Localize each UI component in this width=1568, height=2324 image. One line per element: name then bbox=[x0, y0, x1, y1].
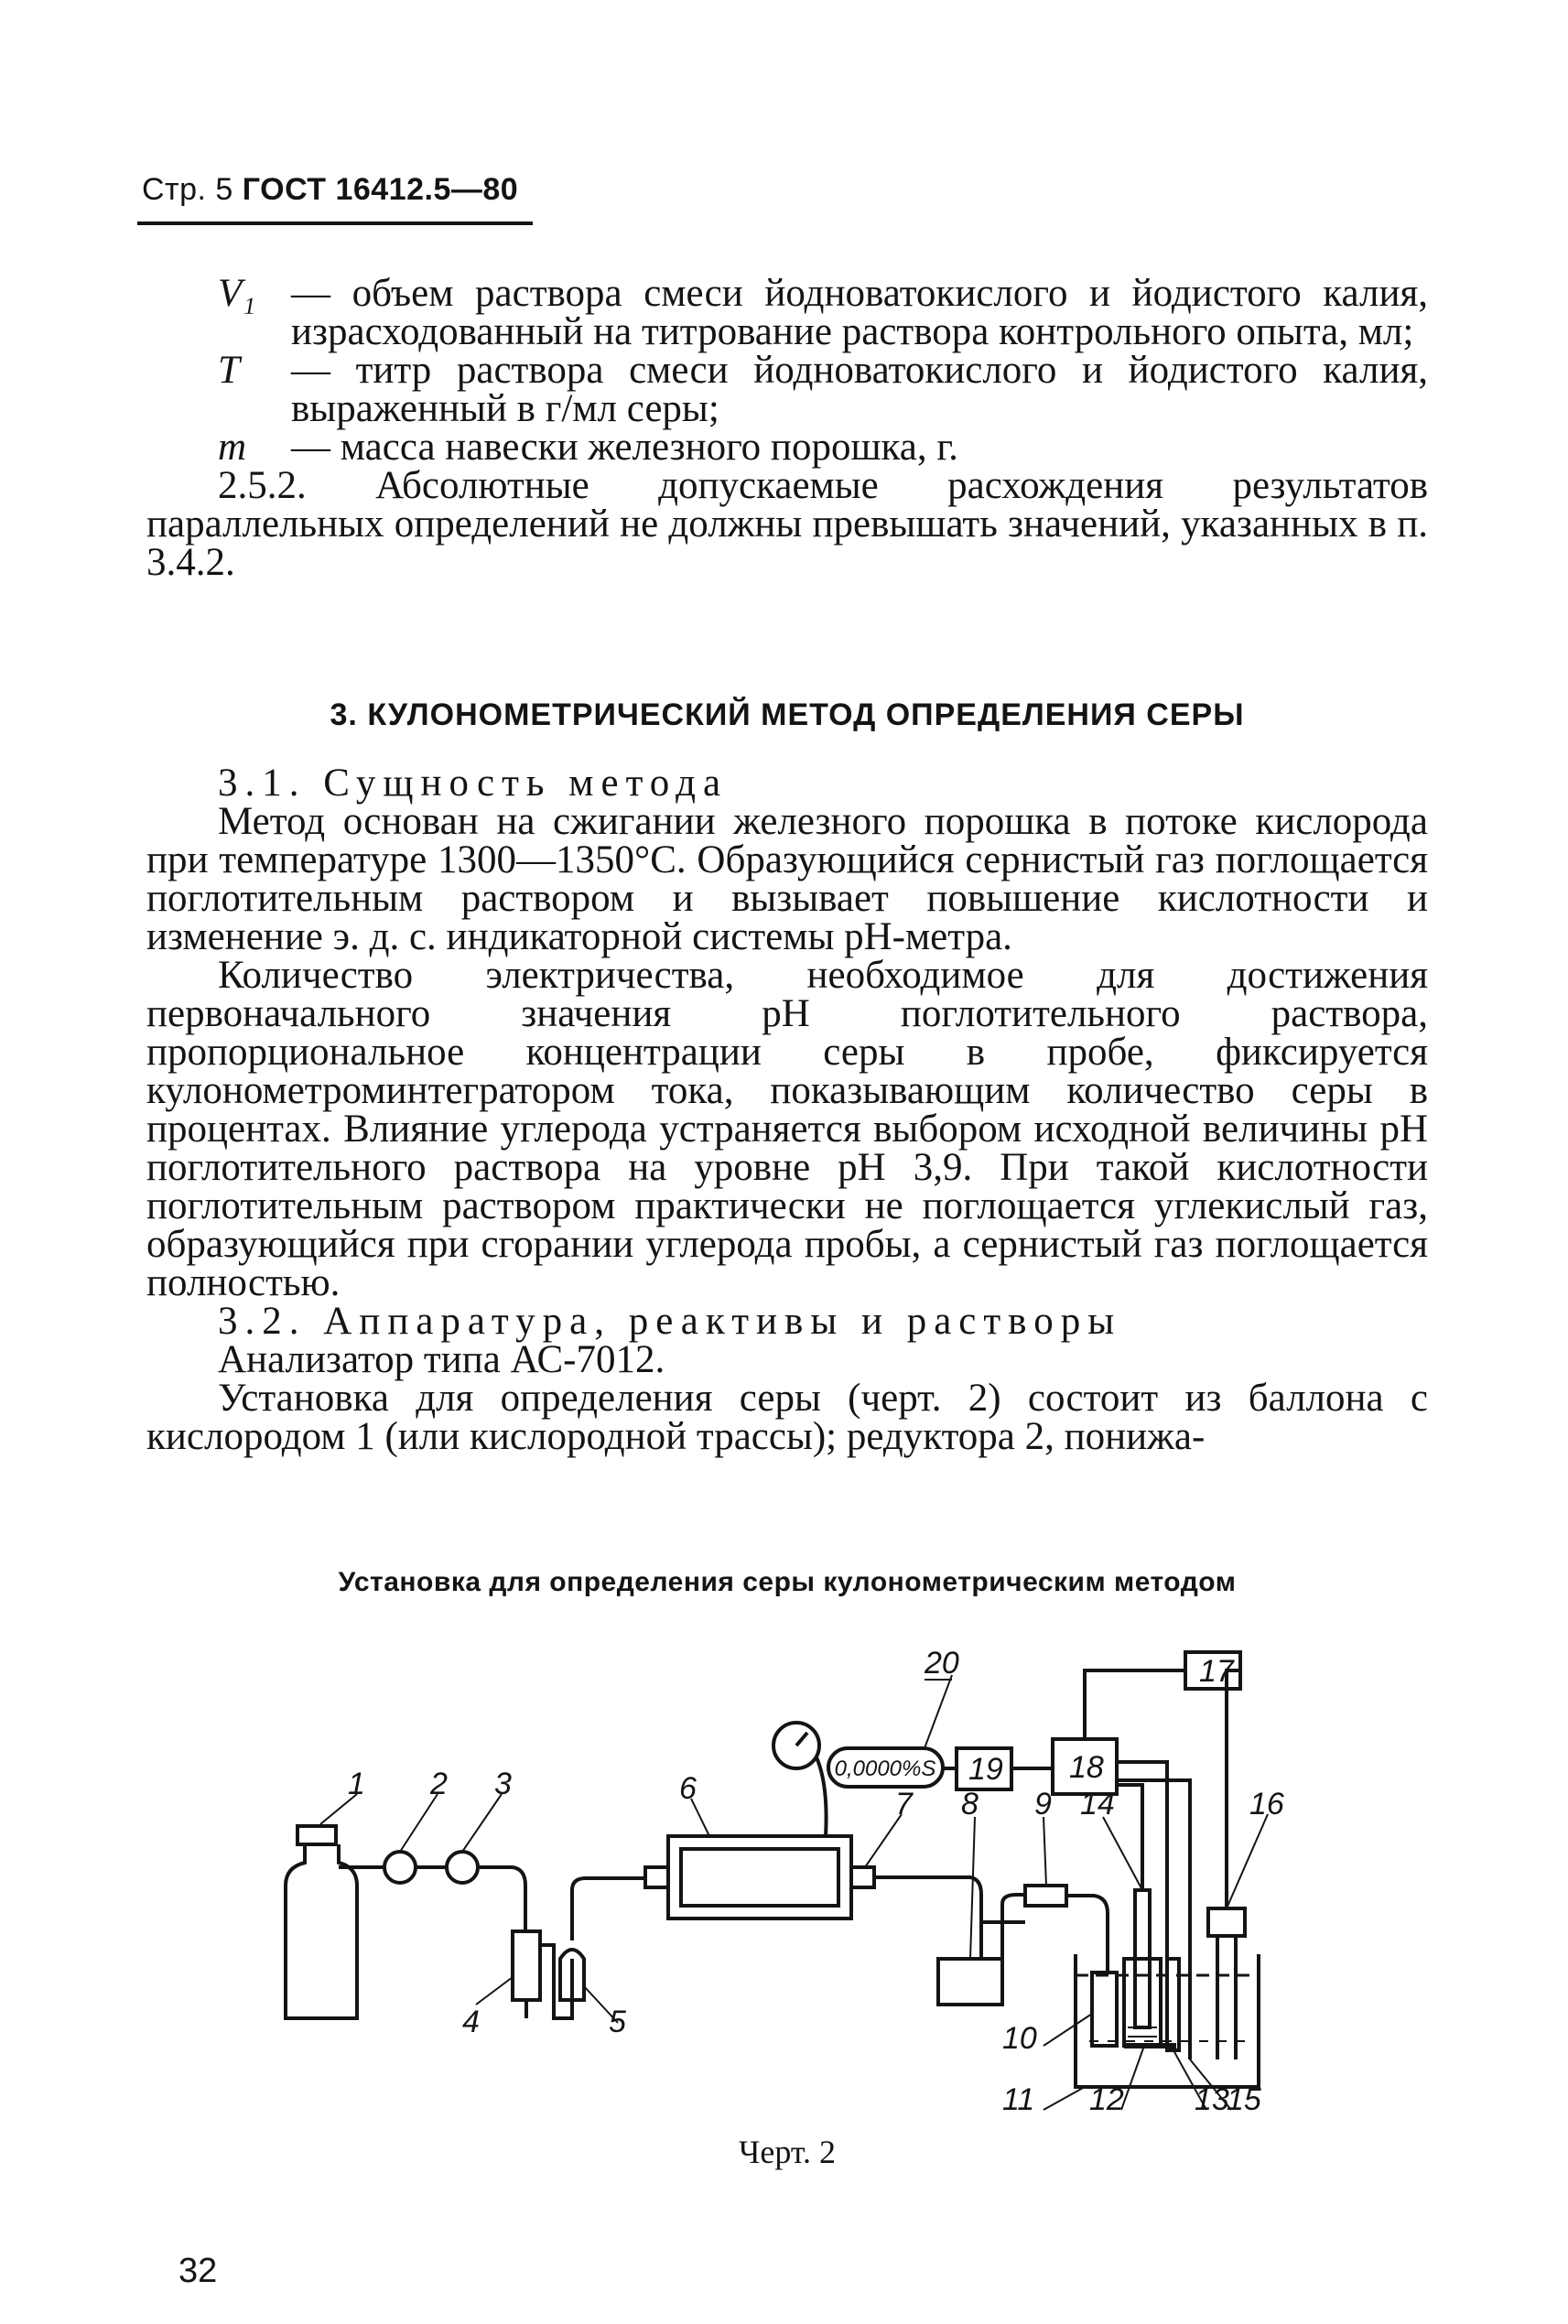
header-page: Стр. 5 bbox=[142, 172, 233, 207]
section-3-body bbox=[146, 764, 1428, 1456]
variable-description: — масса навески железного порошка, г. bbox=[291, 426, 958, 469]
variable-v1 bbox=[146, 272, 1428, 353]
label-4: 4 bbox=[462, 2005, 480, 2039]
electrode-14 bbox=[1117, 1785, 1150, 2027]
label-18: 18 bbox=[1069, 1750, 1104, 1785]
pipe-4 bbox=[874, 1877, 981, 1959]
apparatus-diagram bbox=[0, 1611, 1568, 2124]
subsection-3-1-heading: 3.1. Сущность метода bbox=[218, 762, 729, 805]
label-1: 1 bbox=[348, 1767, 365, 1801]
purifier-4 bbox=[513, 1931, 572, 2018]
header-standard: ГОСТ 16412.5—80 bbox=[242, 172, 519, 207]
label-14: 14 bbox=[1080, 1787, 1115, 1821]
label-8: 8 bbox=[961, 1787, 979, 1821]
label-12: 12 bbox=[1089, 2082, 1124, 2117]
label-17: 17 bbox=[1199, 1654, 1234, 1689]
tube-furnace-6 bbox=[645, 1723, 874, 1919]
label-20: 20 bbox=[925, 1646, 959, 1681]
label-13: 13 bbox=[1195, 2082, 1229, 2117]
pipe-6 bbox=[1002, 1895, 1025, 1959]
label-11: 11 bbox=[1002, 2082, 1035, 2117]
analyzer-line: Анализатор типа АС-7012. bbox=[218, 1338, 665, 1381]
variable-list bbox=[146, 272, 1428, 584]
display-reading: 0,0000%S bbox=[834, 1757, 936, 1781]
variable-t bbox=[146, 351, 1428, 428]
label-9: 9 bbox=[1034, 1787, 1052, 1821]
page-header bbox=[142, 172, 518, 208]
label-16: 16 bbox=[1249, 1787, 1284, 1821]
reducer-3 bbox=[447, 1852, 478, 1883]
figure-caption: Черт. 2 bbox=[739, 2134, 836, 2170]
paragraph-3-2: Установка для определения серы (черт. 2) состоит из баллона с кислородом 1 (или кислородной трассы); редуктора 2, понижа- bbox=[146, 1377, 1428, 1458]
label-15: 15 bbox=[1227, 2082, 1261, 2117]
label-6: 6 bbox=[679, 1771, 697, 1806]
filter-8 bbox=[938, 1959, 1002, 2005]
variable-symbol: T bbox=[218, 349, 240, 392]
paragraph-3-1-b: Количество электричества, необходимое для достижения первоначального значения рН поглотительного раствора, пропорциональное концентрации серы в пробе, фиксируется кулонометроминтегратором тока, показывающим количество серы в процентах. Влияние углерода устраняется выбором исходной величины рН поглотительного раствора на уровне рН 3,9. При такой кислотности поглотительным раствором практически не поглощается углекислый газ, образующийся при сгорании углерода пробы, а сернистый газ поглощается полностью. bbox=[146, 954, 1428, 1304]
variable-description: — титр раствора смеси йодноватокислого и йодистого калия, выраженный в г/мл серы; bbox=[291, 349, 1428, 430]
ph-electrode-16 bbox=[1208, 1670, 1245, 2059]
paragraph-3-1-a: Метод основан на сжигании железного порошка в потоке кислорода при температуре 1300—1350°С. Образующийся сернистый газ поглощается поглотительным раствором и вызывает повышение кислотности и изменение э. д. с. индикаторной системы рН-метра. bbox=[146, 800, 1428, 958]
variable-description: — объем раствора смеси йодноватокислого и йодистого калия, израсходованный на титрование раствора контрольного опыта, мл; bbox=[291, 272, 1428, 353]
electrode-13 bbox=[1167, 1959, 1179, 2050]
label-3: 3 bbox=[494, 1767, 512, 1801]
electrode-10 bbox=[1092, 1973, 1117, 2046]
variable-symbol: V₁ bbox=[218, 272, 256, 315]
oxygen-cylinder bbox=[286, 1826, 357, 2018]
figure-title: Установка для определения серы кулонометрическим методом bbox=[338, 1567, 1237, 1597]
display-20 bbox=[828, 1748, 957, 1787]
paragraph-2-5-2: 2.5.2. Абсолютные допускаемые расхождения результатов параллельных определений не должны превышать значений, указанных в п. 3.4.2. bbox=[146, 464, 1428, 584]
label-2: 2 bbox=[430, 1767, 448, 1801]
subsection-3-2-heading: 3.2. Аппаратура, реактивы и растворы bbox=[218, 1300, 1122, 1343]
variable-symbol: m bbox=[218, 426, 247, 469]
label-7: 7 bbox=[895, 1787, 913, 1821]
header-rule bbox=[137, 222, 533, 225]
section-3-title: 3. КУЛОНОМЕТРИЧЕСКИЙ МЕТОД ОПРЕДЕЛЕНИЯ СЕРЫ bbox=[330, 697, 1245, 732]
reducer-2 bbox=[384, 1852, 416, 1883]
variable-m bbox=[146, 428, 1428, 467]
label-5: 5 bbox=[609, 2005, 626, 2039]
label-10: 10 bbox=[1002, 2021, 1037, 2056]
label-19: 19 bbox=[968, 1752, 1003, 1787]
page-number: 32 bbox=[178, 2252, 218, 2290]
pipe-3 bbox=[478, 1867, 525, 1931]
pipe-7 bbox=[1066, 1896, 1108, 1973]
flowmeter-9 bbox=[1025, 1886, 1066, 1906]
